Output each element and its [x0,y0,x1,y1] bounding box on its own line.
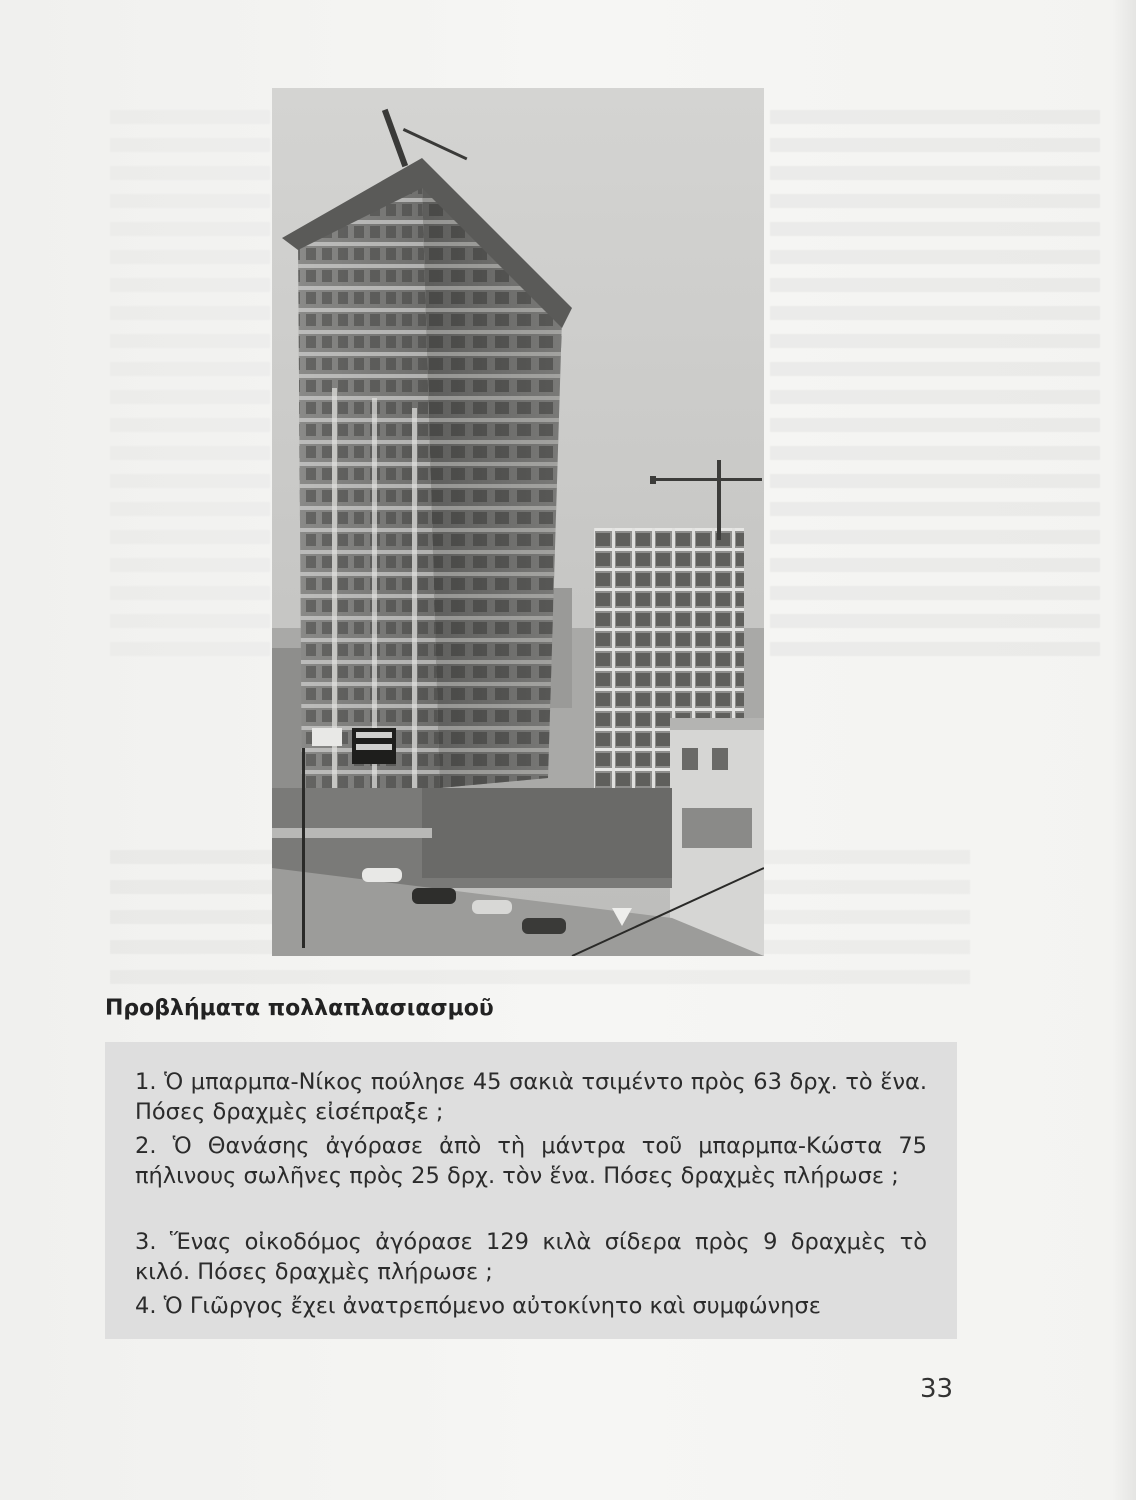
problem-text: Ὁ Γιῶργος ἔχει ἀνατρεπόμενο αὐτοκίνητο καὶ συμφώνησε [163,1293,821,1319]
problem-text: Ὁ μπαρμπα-Νίκος πούλησε 45 σακιὰ τσιμέντο πρὸς 63 δρχ. τὸ ἕνα. Πόσες δραχμὲς εἰσέπραξε ; [135,1069,927,1125]
page-number: 33 [920,1374,954,1404]
problem-text: Ὁ Θανάσης ἀγόρασε ἀπὸ τὴ μάντρα τοῦ μπαρμπα-Κώστα 75 πήλινους σωλῆνες πρὸς 25 δρχ. τὸν ἕνα. Πόσες δραχμὲς πλήρωσε ; [135,1133,927,1189]
problem-number: 2. [135,1133,157,1159]
section-title: Προβλήματα πολλαπλασιασμοῦ [105,996,494,1021]
problem-number: 3. [135,1229,157,1255]
construction-photo [272,88,764,956]
building-construction-photo-icon [272,88,764,956]
page-edge-shadow [1112,0,1136,1500]
problem-item [135,1067,927,1127]
problem-item [135,1227,927,1287]
problem-number: 4. [135,1293,157,1319]
problem-item [135,1291,927,1321]
problems-panel [105,1042,957,1339]
bleed-through-texture [110,110,270,670]
problem-item [135,1131,927,1191]
problem-number: 1. [135,1069,157,1095]
bleed-through-texture [770,110,1100,670]
problem-text: Ἕνας οἰκοδόμος ἀγόρασε 129 κιλὰ σίδερα πρὸς 9 δραχμὲς τὸ κιλό. Πόσες δραχμὲς πλήρωσε ; [135,1229,928,1285]
